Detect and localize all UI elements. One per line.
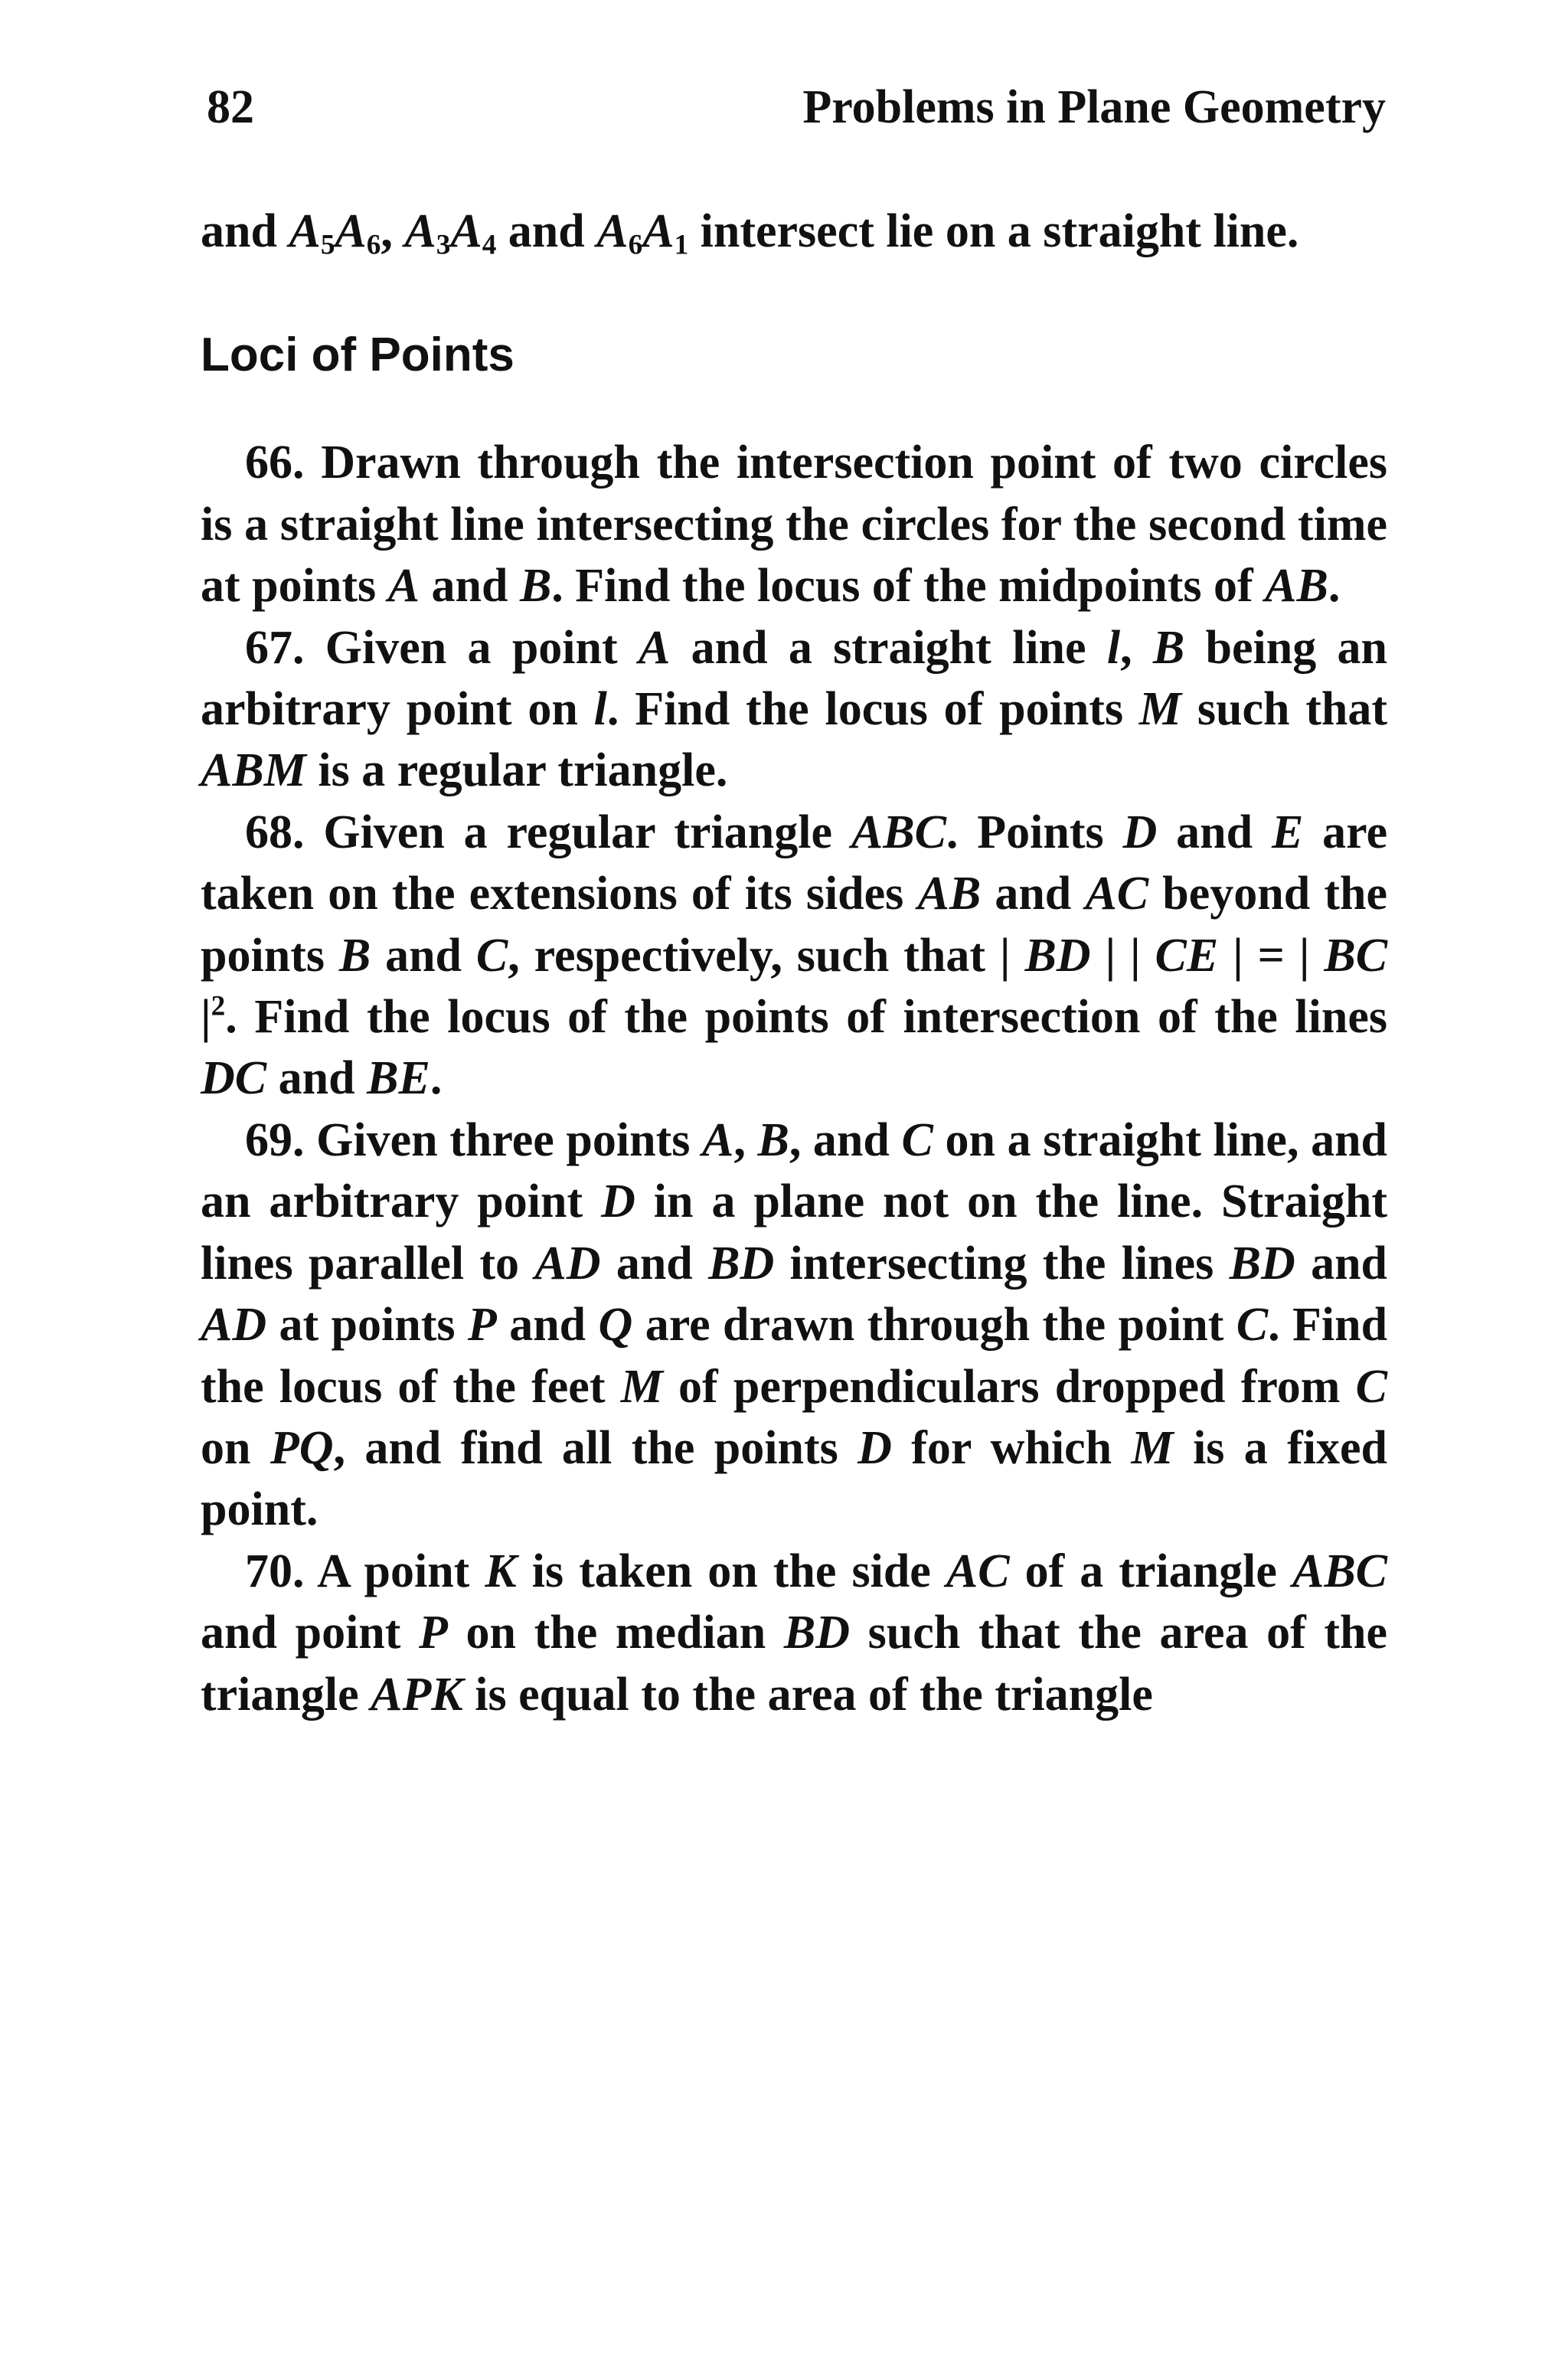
section-heading: Loci of Points bbox=[201, 329, 514, 382]
page-body bbox=[201, 201, 1387, 1725]
running-title: Problems in Plane Geometry bbox=[802, 81, 1386, 133]
continuation-paragraph: and $A_5A_6$, $A_3A_4$ and $A_6A_1$ intersect lie on a straight line. bbox=[201, 205, 1299, 261]
problem-67: 67. Given a point A and a straight line l, B being an arbitrary point on l. Find the locus of points M such that ABM is a regular triangle. bbox=[201, 621, 1388, 797]
problem-68: 68. Given a regular triangle ABC. Points D and E are taken on the extensions of its sides AB and AC beyond the points B and C, respectively, such that | BD | | CE | = | BC $|^2$. Find the locus of the points of intersection of the lines DC and BE. bbox=[201, 806, 1388, 1105]
problem-70: 70. A point K is taken on the side AC of a triangle ABC and point P on the median BD such that the area of the triangle APK is equal to the area of the triangle bbox=[201, 1545, 1388, 1721]
problem-number: 69. bbox=[245, 1113, 305, 1166]
problem-number: 67. bbox=[245, 621, 305, 674]
problem-number: 70. bbox=[245, 1545, 305, 1597]
problem-66: 66. Drawn through the intersection point of two circles is a straight line intersecting the circles for the second time at points A and B. Find the locus of the midpoints of AB. bbox=[201, 436, 1388, 613]
problem-69: 69. Given three points A, B, and C on a straight line, and an arbitrary point D in a plane not on the line. Straight lines parallel to AD and BD intersecting the lines BD and AD at points P and Q are drawn through the point C. Find the locus of the feet M of perpendiculars dropped from C on PQ, and find all the points D for which M is a fixed point. bbox=[201, 1113, 1388, 1536]
running-head bbox=[207, 77, 1386, 138]
problem-number: 68. bbox=[245, 806, 305, 858]
problem-number: 66. bbox=[245, 436, 305, 489]
page-number: 82 bbox=[207, 81, 254, 133]
